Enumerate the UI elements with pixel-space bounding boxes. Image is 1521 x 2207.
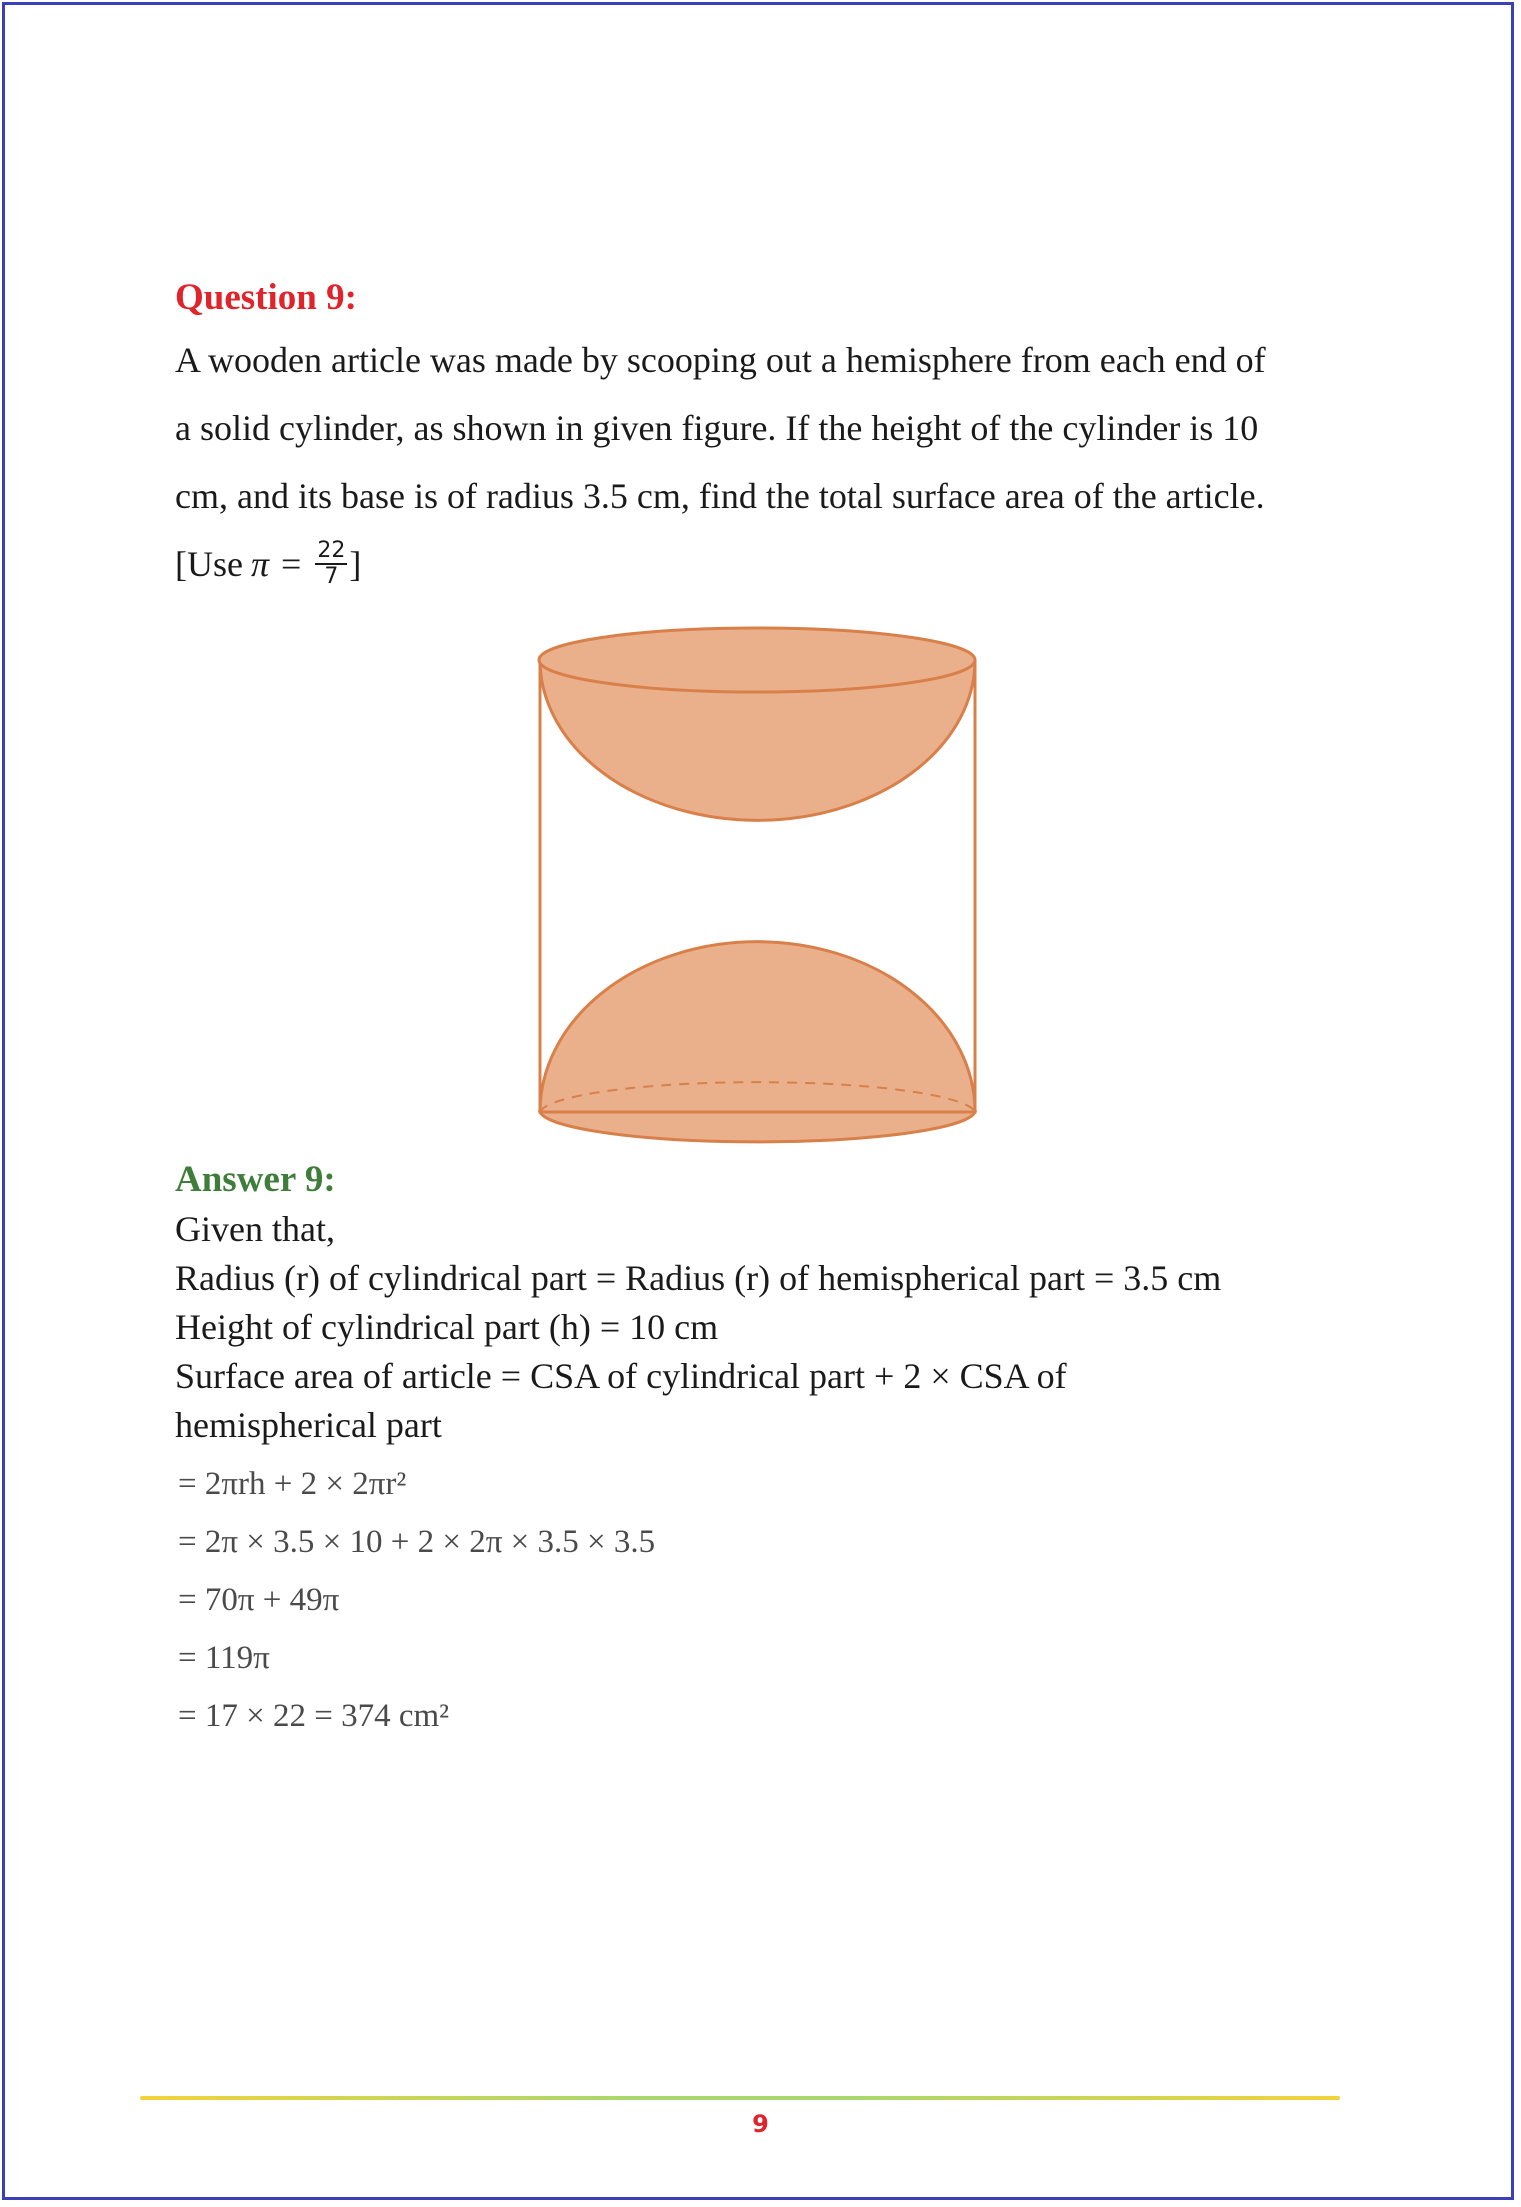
cylinder-figure — [530, 620, 980, 1160]
solution-step-2: = 2π × 3.5 × 10 + 2 × 2π × 3.5 × 3.5 — [178, 1524, 656, 1560]
footer-divider — [140, 2094, 1340, 2102]
equals-sign: = — [281, 544, 302, 584]
fraction-22-7 — [315, 539, 347, 589]
fraction-numerator: 22 — [317, 538, 346, 563]
pi-value-note — [175, 530, 1355, 598]
fraction-denominator: 7 — [324, 564, 339, 589]
answer-line-5: hemispherical part — [175, 1405, 442, 1445]
bottom-hemisphere — [540, 942, 975, 1112]
top-ellipse — [539, 628, 975, 692]
solution-steps — [178, 1455, 655, 1745]
solution-step-1: = 2πrh + 2 × 2πr² — [178, 1466, 407, 1502]
question-line-3: cm, and its base is of radius 3.5 cm, find the total surface area of the article. — [175, 476, 1265, 516]
use-suffix: ] — [349, 544, 362, 584]
solution-step-5: = 17 × 22 = 374 cm² — [178, 1698, 450, 1734]
question-block — [175, 270, 1355, 598]
answer-line-4: Surface area of article = CSA of cylindrical part + 2 × CSA of — [175, 1356, 1067, 1396]
solution-step-3: = 70π + 49π — [178, 1582, 340, 1618]
answer-heading: Answer 9: — [175, 1159, 336, 1200]
answer-line-3: Height of cylindrical part (h) = 10 cm — [175, 1307, 719, 1347]
bottom-ellipse-front — [540, 1112, 975, 1142]
pi-symbol: π — [250, 544, 270, 584]
question-heading: Question 9: — [175, 277, 357, 318]
answer-block — [175, 1205, 1375, 1450]
use-prefix: [Use — [175, 544, 243, 584]
answer-line-1: Given that, — [175, 1209, 335, 1249]
question-line-2: a solid cylinder, as shown in given figure. If the height of the cylinder is 10 — [175, 408, 1259, 448]
answer-line-2: Radius (r) of cylindrical part = Radius (r) of hemispherical part = 3.5 cm — [175, 1258, 1222, 1298]
solution-step-4: = 119π — [178, 1640, 270, 1676]
question-line-1: A wooden article was made by scooping out a hemisphere from each end of — [175, 340, 1266, 380]
page-number: 9 — [752, 2110, 769, 2138]
